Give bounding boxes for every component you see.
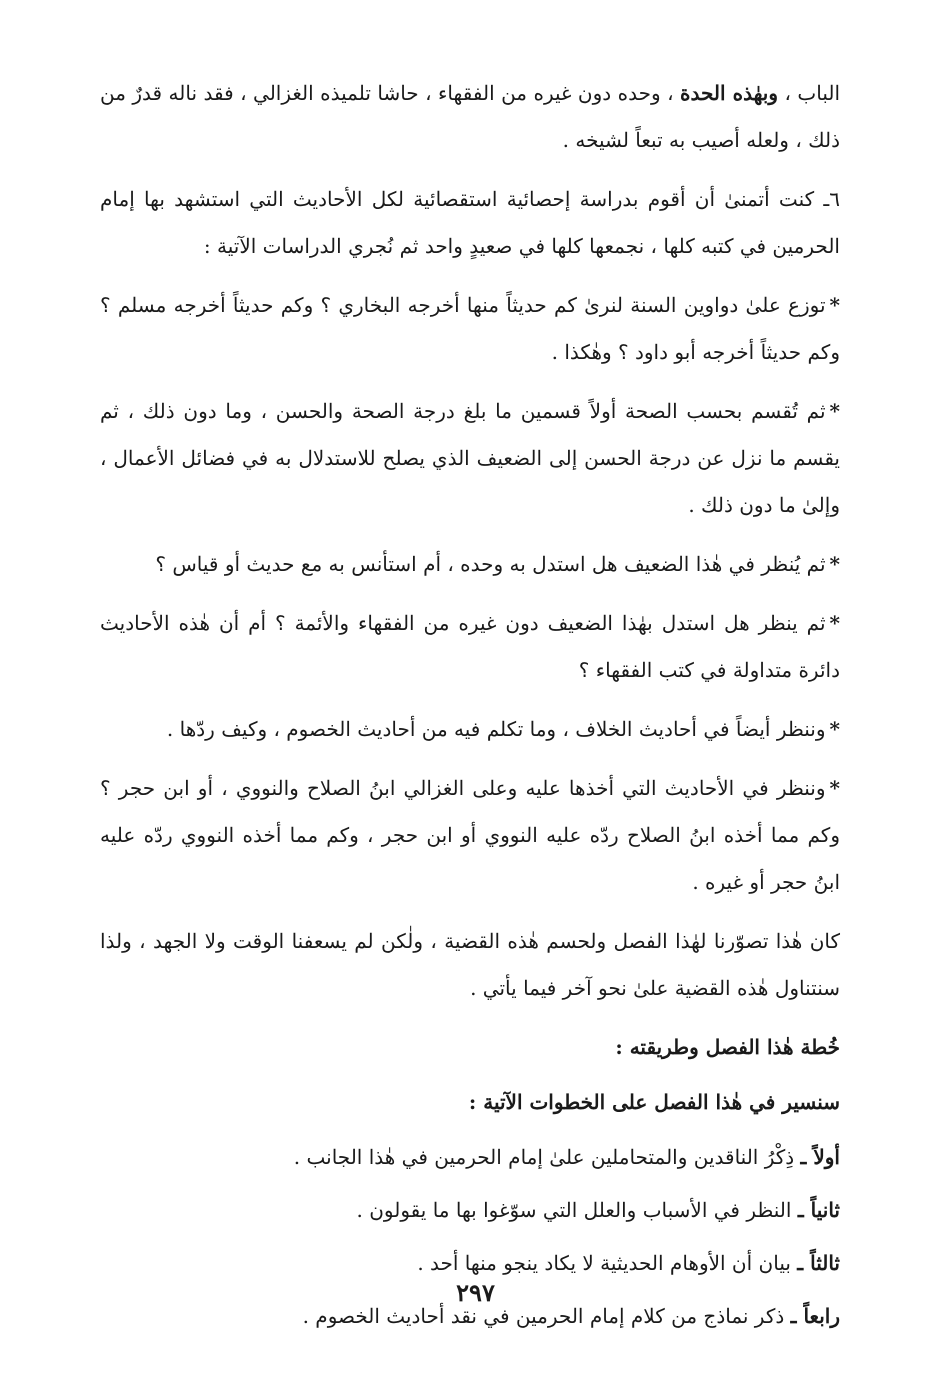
step-text: بيان أن الأوهام الحديثية لا يكاد ينجو منها أحد .: [417, 1251, 798, 1275]
bullet-item-6-text: وننظر في الأحاديث التي أخذها عليه وعلى الغزالي ابنُ الصلاح والنووي ، أو ابن حجر ؟ وكم مما أخذه ابنُ الصلاح ردّه عليه النووي أو ابن حجر ، وكم مما أخذه النووي ردّه عليه ابنُ حجر أو غيره .: [100, 776, 840, 894]
section-heading: خُطة هٰذا الفصل وطريقته :: [615, 1035, 840, 1059]
step-label: ثانياً ـ: [797, 1198, 840, 1222]
star-bullet-icon: *: [829, 552, 840, 576]
bullet-item-3: [100, 541, 840, 588]
paragraph-conclusion: كان هٰذا تصوّرنا لهٰذا الفصل ولحسم هٰذه القضية ، ولٰكن لم يسعفنا الوقت ولا الجهد ، ولذا سنتناول هٰذه القضية علىٰ نحو آخر فيما يأتي .: [100, 929, 840, 1000]
step-text: ذِكْرُ الناقدين والمتحاملين علىٰ إمام الحرمين في هٰذا الجانب .: [293, 1145, 801, 1169]
paragraph-intro-bold: وبهٰذه الحدة: [680, 81, 779, 105]
star-bullet-icon: *: [829, 293, 840, 317]
paragraph-intro-start: الباب ،: [778, 81, 841, 105]
star-bullet-icon: *: [829, 717, 840, 741]
bullet-item-4-text: ثم ينظر هل استدل بهٰذا الضعيف دون غيره من الفقهاء والأئمة ؟ أم أن هٰذه الأحاديث دائرة متداولة في كتب الفقهاء ؟: [100, 611, 840, 682]
star-bullet-icon: *: [829, 776, 841, 800]
step-text: ذكر نماذج من كلام إمام الحرمين في نقد أحاديث الخصوم .: [302, 1304, 791, 1328]
star-bullet-icon: *: [829, 399, 840, 423]
step-label: رابعاً ـ: [790, 1304, 840, 1328]
bullet-item-2-text: ثم تُقسم بحسب الصحة أولاً قسمين ما بلغ درجة الصحة والحسن ، وما دون ذلك ، ثم يقسم ما نزل عن درجة الحسن إلى الضعيف الذي يصلح للاستدلال به في فضائل الأعمال ، وإلىٰ ما دون ذلك .: [100, 399, 840, 517]
step-text: النظر في الأسباب والعلل التي سوّغوا بها ما يقولون .: [356, 1198, 798, 1222]
step-item: [100, 1134, 840, 1181]
bullet-item-5: [100, 706, 840, 753]
bullet-item-1: [100, 282, 840, 376]
bullet-item-5-text: وننظر أيضاً في أحاديث الخلاف ، وما تكلم فيه من أحاديث الخصوم ، وكيف ردّها .: [166, 717, 826, 741]
paragraph-six: ٦ـ كنت أتمنىٰ أن أقوم بدراسة إحصائية استقصائية لكل الأحاديث التي استشهد بها إمام الحرمين في كتبه كلها ، نجمعها كلها في صعيدٍ واحد ثم نُجري الدراسات الآتية :: [100, 187, 840, 258]
star-bullet-icon: *: [829, 611, 840, 635]
paragraph-intro: [100, 70, 840, 164]
section-subheading: سنسير في هٰذا الفصل على الخطوات الآتية :: [468, 1090, 840, 1114]
step-item: [100, 1187, 840, 1234]
bullet-item-6: [100, 765, 840, 906]
body-text: [100, 70, 840, 1346]
bullet-item-2: [100, 388, 840, 529]
bullet-item-4: [100, 600, 840, 694]
step-label: ثالثاً ـ: [797, 1251, 840, 1275]
bullet-item-1-text: توزع علىٰ دواوين السنة لنرىٰ كم حديثاً منها أخرجه البخاري ؟ وكم حديثاً أخرجه مسلم ؟ وكم حديثاً أخرجه أبو داود ؟ وهٰكذا .: [100, 293, 840, 364]
page-number: ٢٩٧: [456, 1278, 495, 1307]
paragraph-intro-end: ، وحده دون غيره من الفقهاء ، حاشا تلميذه الغزالي ، فقد ناله قدرٌ من ذلك ، ولعله أصيب به تبعاً لشيخه .: [100, 81, 840, 152]
step-label: أولاً ـ: [800, 1145, 840, 1169]
bullet-item-3-text: ثم يُنظر في هٰذا الضعيف هل استدل به وحده ، أم استأنس به مع حديث أو قياس ؟: [155, 552, 826, 576]
